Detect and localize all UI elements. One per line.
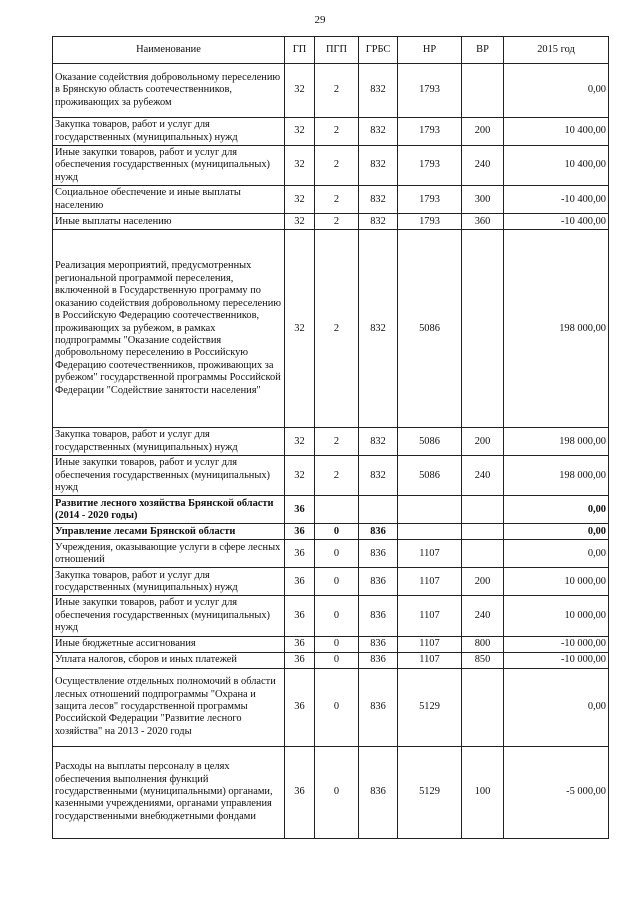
cell-grbs: 832 (359, 214, 398, 230)
header-vr: ВР (462, 37, 504, 64)
header-name: Наименование (53, 37, 285, 64)
table-row (53, 596, 609, 636)
cell-amount: 10 400,00 (504, 146, 609, 186)
cell-grbs: 836 (359, 524, 398, 540)
cell-np: 1107 (398, 652, 462, 668)
cell-grbs: 832 (359, 428, 398, 456)
cell-amount: 0,00 (504, 668, 609, 746)
cell-name: Закупка товаров, работ и услуг для государственных (муниципальных) нужд (53, 568, 285, 596)
cell-name: Закупка товаров, работ и услуг для государственных (муниципальных) нужд (53, 428, 285, 456)
cell-name: Социальное обеспечение и иные выплаты населению (53, 186, 285, 214)
table-row (53, 186, 609, 214)
table-row (53, 524, 609, 540)
cell-name: Оказание содействия добровольному переселению в Брянскую область соотечественников, проживающих за рубежом (53, 64, 285, 118)
cell-np: 5086 (398, 456, 462, 496)
table-row (53, 456, 609, 496)
cell-gp: 36 (285, 540, 315, 568)
cell-name: Иные закупки товаров, работ и услуг для обеспечения государственных (муниципальных) нужд (53, 596, 285, 636)
cell-grbs: 836 (359, 636, 398, 652)
table-body (53, 64, 609, 839)
cell-name: Иные закупки товаров, работ и услуг для обеспечения государственных (муниципальных) нужд (53, 456, 285, 496)
table-row (53, 652, 609, 668)
cell-np (398, 496, 462, 524)
cell-vr (462, 230, 504, 428)
cell-grbs: 836 (359, 596, 398, 636)
cell-name: Реализация мероприятий, предусмотренных региональной программой переселения, включенной в Государственную программу по оказанию содействия добровольному переселению в Российскую Федерацию соотечественников, проживающих за рубежом, в рамках подпрограммы "Оказание содействия добровольному переселению в Российскую Федерацию соотечественников, проживающих за рубежом" государственной программы Российской Федерации "Содействие занятости населения" (53, 230, 285, 428)
cell-grbs: 832 (359, 230, 398, 428)
cell-gp: 36 (285, 746, 315, 838)
cell-amount: -10 000,00 (504, 652, 609, 668)
cell-pgp: 0 (315, 652, 359, 668)
cell-gp: 36 (285, 568, 315, 596)
cell-pgp: 2 (315, 146, 359, 186)
header-year: 2015 год (504, 37, 609, 64)
cell-np: 5129 (398, 668, 462, 746)
table-row (53, 428, 609, 456)
cell-grbs: 836 (359, 568, 398, 596)
cell-gp: 32 (285, 118, 315, 146)
cell-gp: 32 (285, 428, 315, 456)
table-row (53, 568, 609, 596)
cell-pgp: 2 (315, 64, 359, 118)
page-number: 29 (314, 14, 326, 26)
cell-grbs: 836 (359, 540, 398, 568)
cell-pgp: 2 (315, 428, 359, 456)
cell-name: Осуществление отдельных полномочий в области лесных отношений подпрограммы "Охрана и защита лесов" государственной программы Российской Федерации "Развитие лесного хозяйства" на 2013 - 2020 годы (53, 668, 285, 746)
cell-name: Развитие лесного хозяйства Брянской области (2014 - 2020 годы) (53, 496, 285, 524)
cell-gp: 36 (285, 636, 315, 652)
table-header-row (53, 37, 609, 64)
table-row (53, 230, 609, 428)
table-row (53, 118, 609, 146)
cell-gp: 32 (285, 456, 315, 496)
table-row (53, 496, 609, 524)
cell-grbs: 832 (359, 186, 398, 214)
cell-name: Расходы на выплаты персоналу в целях обеспечения выполнения функций государственными (муниципальными) органами, казенными учреждениями, органами управления государственными внебюджетными фондами (53, 746, 285, 838)
cell-amount: -5 000,00 (504, 746, 609, 838)
cell-amount: -10 000,00 (504, 636, 609, 652)
cell-name: Учреждения, оказывающие услуги в сфере лесных отношений (53, 540, 285, 568)
cell-vr (462, 524, 504, 540)
cell-pgp: 2 (315, 186, 359, 214)
header-pgp: ПГП (315, 37, 359, 64)
cell-name: Управление лесами Брянской области (53, 524, 285, 540)
cell-pgp: 0 (315, 596, 359, 636)
cell-vr: 240 (462, 596, 504, 636)
cell-vr: 360 (462, 214, 504, 230)
cell-gp: 36 (285, 652, 315, 668)
cell-grbs: 836 (359, 668, 398, 746)
cell-gp: 32 (285, 146, 315, 186)
cell-pgp: 0 (315, 746, 359, 838)
budget-table (52, 36, 609, 839)
cell-np: 1107 (398, 568, 462, 596)
cell-amount: 198 000,00 (504, 230, 609, 428)
cell-np: 5086 (398, 428, 462, 456)
cell-pgp: 2 (315, 230, 359, 428)
table-row (53, 668, 609, 746)
cell-np: 1793 (398, 146, 462, 186)
table-row (53, 214, 609, 230)
table-row (53, 636, 609, 652)
cell-amount: 0,00 (504, 540, 609, 568)
cell-gp: 32 (285, 64, 315, 118)
header-gp: ГП (285, 37, 315, 64)
cell-np (398, 524, 462, 540)
cell-vr: 200 (462, 428, 504, 456)
cell-np: 1107 (398, 540, 462, 568)
cell-vr: 240 (462, 146, 504, 186)
cell-vr (462, 496, 504, 524)
cell-vr: 300 (462, 186, 504, 214)
cell-vr (462, 540, 504, 568)
table-row (53, 64, 609, 118)
cell-vr: 850 (462, 652, 504, 668)
cell-gp: 36 (285, 524, 315, 540)
cell-grbs: 832 (359, 64, 398, 118)
cell-np: 1793 (398, 186, 462, 214)
cell-amount: 198 000,00 (504, 428, 609, 456)
cell-grbs: 836 (359, 746, 398, 838)
cell-name: Уплата налогов, сборов и иных платежей (53, 652, 285, 668)
cell-name: Иные закупки товаров, работ и услуг для обеспечения государственных (муниципальных) нужд (53, 146, 285, 186)
cell-gp: 36 (285, 596, 315, 636)
cell-amount: 10 400,00 (504, 118, 609, 146)
cell-np: 1793 (398, 64, 462, 118)
cell-grbs: 836 (359, 652, 398, 668)
cell-np: 1107 (398, 596, 462, 636)
cell-grbs: 832 (359, 146, 398, 186)
cell-grbs: 832 (359, 456, 398, 496)
cell-grbs: 832 (359, 118, 398, 146)
table-row (53, 540, 609, 568)
cell-amount: -10 400,00 (504, 214, 609, 230)
cell-amount: 0,00 (504, 64, 609, 118)
cell-amount: 10 000,00 (504, 596, 609, 636)
cell-vr: 800 (462, 636, 504, 652)
cell-pgp: 0 (315, 540, 359, 568)
cell-name: Иные выплаты населению (53, 214, 285, 230)
cell-grbs (359, 496, 398, 524)
cell-gp: 32 (285, 214, 315, 230)
cell-pgp: 0 (315, 636, 359, 652)
cell-amount: -10 400,00 (504, 186, 609, 214)
cell-pgp: 0 (315, 524, 359, 540)
cell-pgp: 2 (315, 214, 359, 230)
cell-name: Иные бюджетные ассигнования (53, 636, 285, 652)
cell-name: Закупка товаров, работ и услуг для государственных (муниципальных) нужд (53, 118, 285, 146)
cell-np: 5086 (398, 230, 462, 428)
cell-vr: 100 (462, 746, 504, 838)
cell-gp: 36 (285, 496, 315, 524)
cell-pgp: 0 (315, 668, 359, 746)
cell-vr: 200 (462, 568, 504, 596)
cell-np: 5129 (398, 746, 462, 838)
cell-amount: 198 000,00 (504, 456, 609, 496)
cell-gp: 32 (285, 186, 315, 214)
cell-gp: 32 (285, 230, 315, 428)
cell-amount: 0,00 (504, 524, 609, 540)
cell-vr (462, 64, 504, 118)
cell-pgp (315, 496, 359, 524)
header-grbs: ГРБС (359, 37, 398, 64)
cell-vr: 200 (462, 118, 504, 146)
table-row (53, 146, 609, 186)
cell-amount: 0,00 (504, 496, 609, 524)
cell-pgp: 2 (315, 456, 359, 496)
cell-np: 1107 (398, 636, 462, 652)
cell-np: 1793 (398, 214, 462, 230)
table-row (53, 746, 609, 838)
cell-amount: 10 000,00 (504, 568, 609, 596)
cell-vr: 240 (462, 456, 504, 496)
cell-pgp: 2 (315, 118, 359, 146)
cell-gp: 36 (285, 668, 315, 746)
header-np: НР (398, 37, 462, 64)
cell-pgp: 0 (315, 568, 359, 596)
cell-np: 1793 (398, 118, 462, 146)
cell-vr (462, 668, 504, 746)
